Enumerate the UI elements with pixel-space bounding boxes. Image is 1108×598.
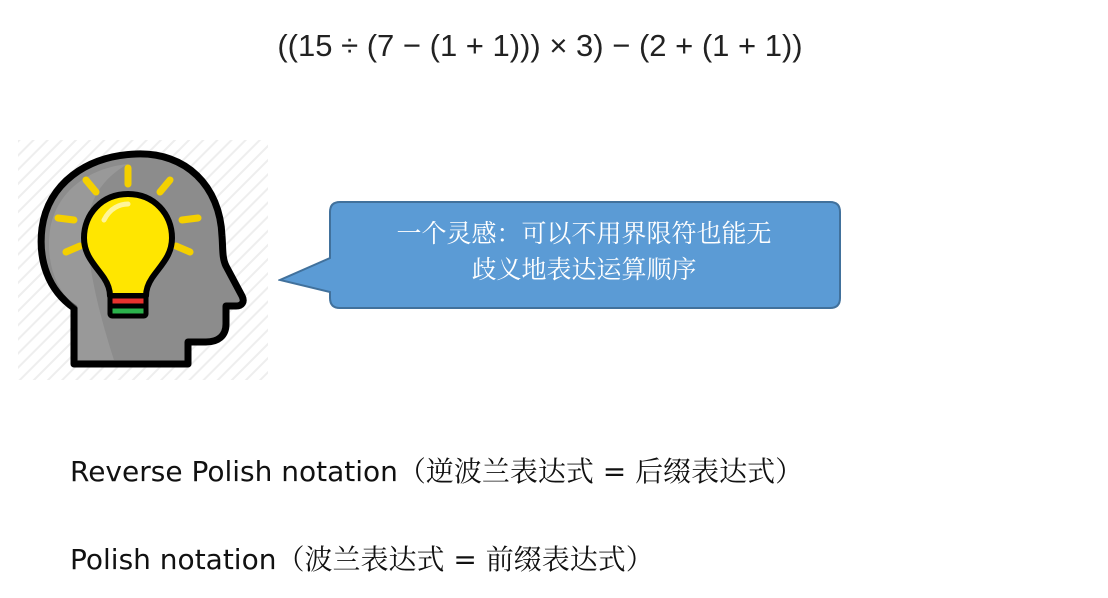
callout-text bbox=[330, 216, 838, 288]
head-with-lightbulb-icon bbox=[18, 140, 268, 380]
math-expression: ((15 ÷ (7 − (1 + 1))) × 3) − (2 + (1 + 1)) bbox=[277, 28, 803, 63]
reverse-polish-notation-text: Reverse Polish notation（逆波兰表达式 = 后缀表达式） bbox=[70, 455, 804, 488]
callout-line-1: 一个灵感：可以不用界限符也能无 bbox=[396, 219, 772, 248]
bulb-base-green bbox=[110, 306, 146, 316]
polish-notation-text: Polish notation（波兰表达式 = 前缀表达式） bbox=[70, 543, 654, 576]
callout-line-2: 歧义地表达运算顺序 bbox=[471, 255, 697, 284]
